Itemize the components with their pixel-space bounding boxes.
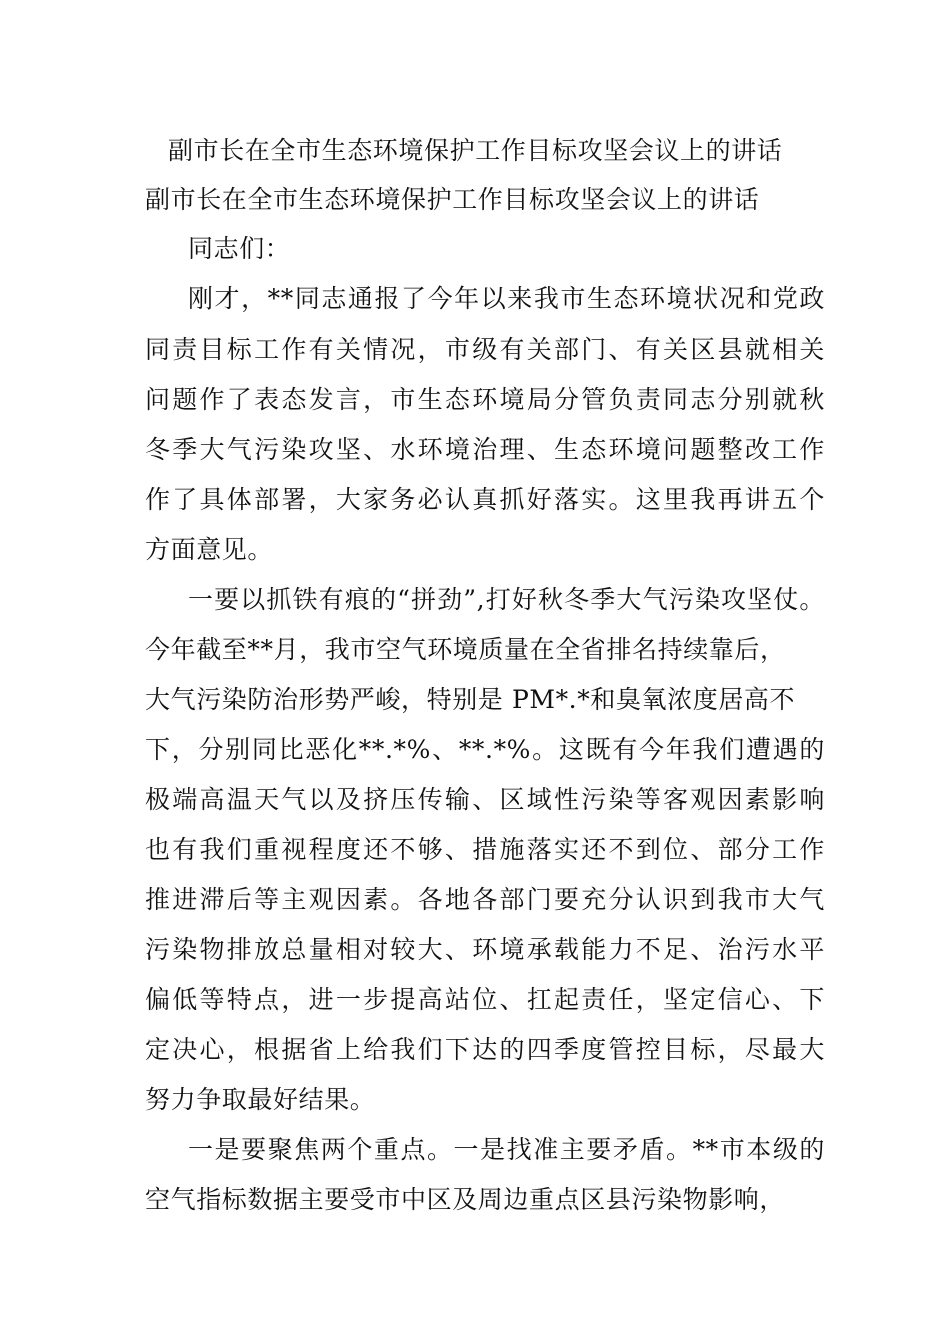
paragraph-line: 大气污染防治形势严峻，特别是 PM*.*和臭氧浓度居高不 (145, 685, 796, 714)
document-title: 副市长在全市生态环境保护工作目标攻坚会议上的讲话 (145, 185, 760, 214)
paragraph-line: 努力争取最好结果。 (145, 1085, 376, 1114)
paragraph-line: 也有我们重视程度还不够、措施落实还不到位、部分工作 (145, 835, 825, 864)
paragraph-line: 作了具体部署，大家务必认真抓好落实。这里我再讲五个 (145, 485, 825, 514)
paragraph-line: 方面意见。 (145, 535, 274, 564)
paragraph-line: 刚才，**同志通报了今年以来我市生态环境状况和党政 (188, 284, 825, 313)
paragraph-line: 冬季大气污染攻坚、水环境治理、生态环境问题整改工作 (145, 435, 825, 464)
paragraph-line: 极端高温天气以及挤压传输、区域性污染等客观因素影响 (145, 785, 825, 814)
paragraph-line: 污染物排放总量相对较大、环境承载能力不足、治污水平 (145, 935, 825, 964)
paragraph-line: 问题作了表态发言，市生态环境局分管负责同志分别就秋 (145, 385, 825, 414)
document-title-repeated: 副市长在全市生态环境保护工作目标攻坚会议上的讲话 (168, 136, 783, 165)
paragraph-line: 定决心，根据省上给我们下达的四季度管控目标，尽最大 (145, 1035, 825, 1064)
paragraph-line: 偏低等特点，进一步提高站位、扛起责任，坚定信心、下 (145, 985, 825, 1014)
paragraph-line: 一是要聚焦两个重点。一是找准主要矛盾。**市本级的 (188, 1135, 825, 1164)
paragraph-line: 今年截至**月，我市空气环境质量在全省排名持续靠后， (145, 635, 786, 664)
paragraph-line: 一要以抓铁有痕的“拼劲”,打好秋冬季大气污染攻坚仗。 (188, 585, 825, 614)
paragraph-line: 下，分别同比恶化**.*%、**.*%。这既有今年我们遭遇的 (145, 735, 825, 764)
paragraph-line: 推进滞后等主观因素。各地各部门要充分认识到我市大气 (145, 885, 825, 914)
paragraph-line: 同责目标工作有关情况，市级有关部门、有关区县就相关 (145, 335, 825, 364)
paragraph-line: 空气指标数据主要受市中区及周边重点区县污染物影响， (145, 1185, 786, 1214)
salutation: 同志们： (188, 234, 291, 263)
